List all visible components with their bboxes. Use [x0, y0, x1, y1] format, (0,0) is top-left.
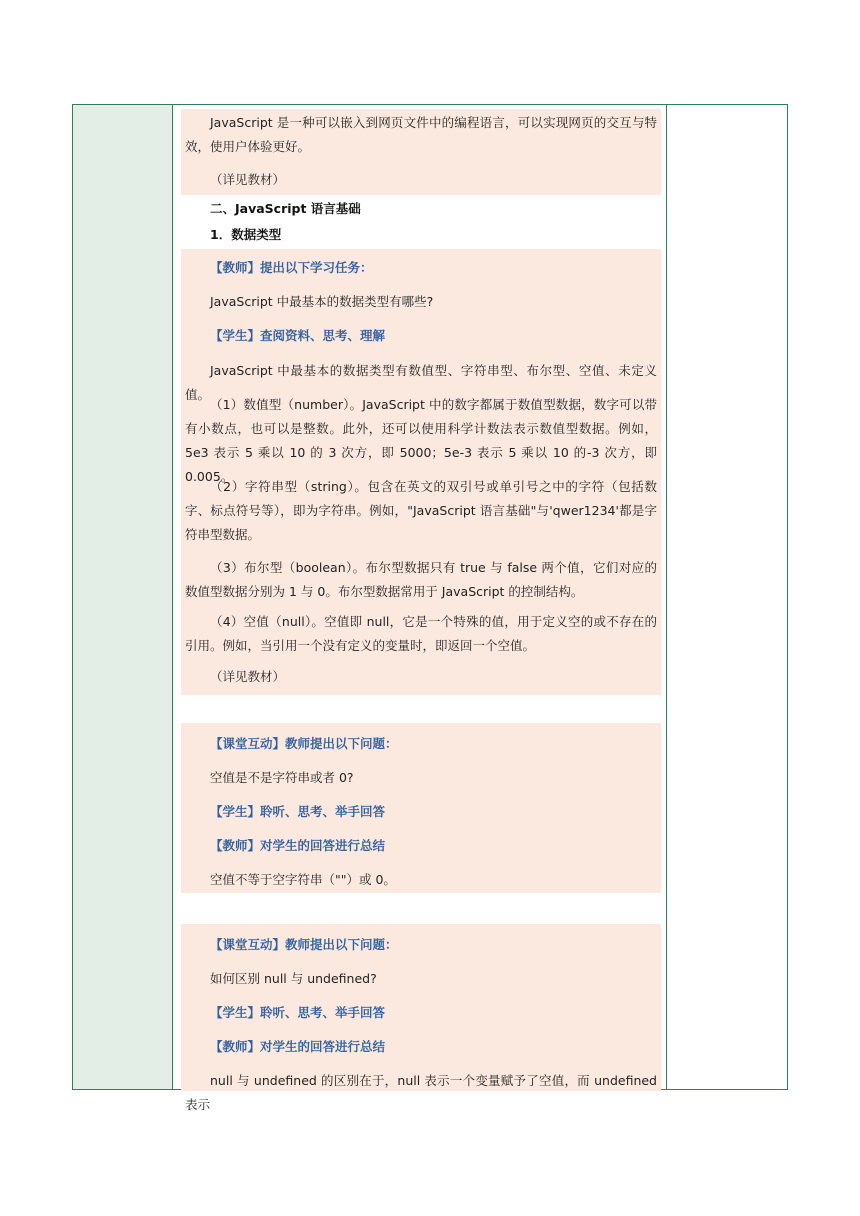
student-answer-label-1: 【学生】聆听、思考、举手回答 [210, 804, 386, 819]
lesson-table [72, 104, 788, 1112]
teacher-task-label: 【教师】提出以下学习任务： [210, 260, 373, 275]
interaction-question-1: 空值是不是字符串或者 0? [210, 770, 354, 785]
subsection-heading: 1．数据类型 [210, 227, 282, 242]
content-column [173, 105, 668, 1112]
answer-null: （4）空值（null）。空值即 null，它是一个特殊的值，用于定义空的或不存在的引用。例如，当引用一个没有定义的变量时，即返回一个空值。 [185, 614, 657, 653]
interaction-label-1: 【课堂互动】教师提出以下问题： [210, 736, 398, 751]
left-column [73, 105, 173, 1089]
interaction-question-2: 如何区别 null 与 undefined? [210, 971, 377, 986]
answer-number: （1）数值型（number）。JavaScript 中的数字都属于数值型数据，数字可以带有小数点，也可以是整数。此外，还可以使用科学计数法表示数值型数据。例如，5e3 表示 5 乘以 10 的 3 次方，即 5000；5e-3 表示 5 乘以 10 的-3 次方，即 0.005。 [185, 397, 657, 484]
task-question: JavaScript 中最基本的数据类型有哪些? [210, 294, 434, 309]
interaction-answer-1: 空值不等于空字符串（""）或 0。 [210, 872, 396, 887]
interaction-label-2: 【课堂互动】教师提出以下问题： [210, 937, 398, 952]
section-heading: 二、JavaScript 语言基础 [210, 201, 361, 216]
right-column [666, 105, 787, 1089]
teacher-summary-label-1: 【教师】对学生的回答进行总结 [210, 838, 386, 853]
paragraph-intro: JavaScript 是一种可以嵌入到网页文件中的编程语言，可以实现网页的交互与特效，使用户体验更好。 [181, 109, 661, 195]
paragraph-see-textbook-2: （详见教材） [210, 669, 286, 684]
answer-boolean: （3）布尔型（boolean）。布尔型数据只有 true 与 false 两个值，它们对应的数值型数据分别为 1 与 0。布尔型数据常用于 JavaScript 的控制结构。 [185, 560, 657, 599]
answer-summary: JavaScript 中最基本的数据类型有数值型、字符串型、布尔型、空值、未定义值。 [185, 363, 657, 402]
interaction-answer-2: null 与 undefined 的区别在于，null 表示一个变量赋予了空值，而 undefined 表示 [185, 1073, 657, 1112]
answer-string: （2）字符串型（string）。包含在英文的双引号或单引号之中的字符（包括数字、标点符号等），即为字符串。例如，"JavaScript 语言基础"与'qwer1234'都是字符串型数据。 [185, 479, 657, 542]
student-label: 【学生】查阅资料、思考、理解 [210, 328, 386, 343]
paragraph-see-textbook: （详见教材） [181, 165, 661, 195]
student-answer-label-2: 【学生】聆听、思考、举手回答 [210, 1005, 386, 1020]
teacher-summary-label-2: 【教师】对学生的回答进行总结 [210, 1039, 386, 1054]
